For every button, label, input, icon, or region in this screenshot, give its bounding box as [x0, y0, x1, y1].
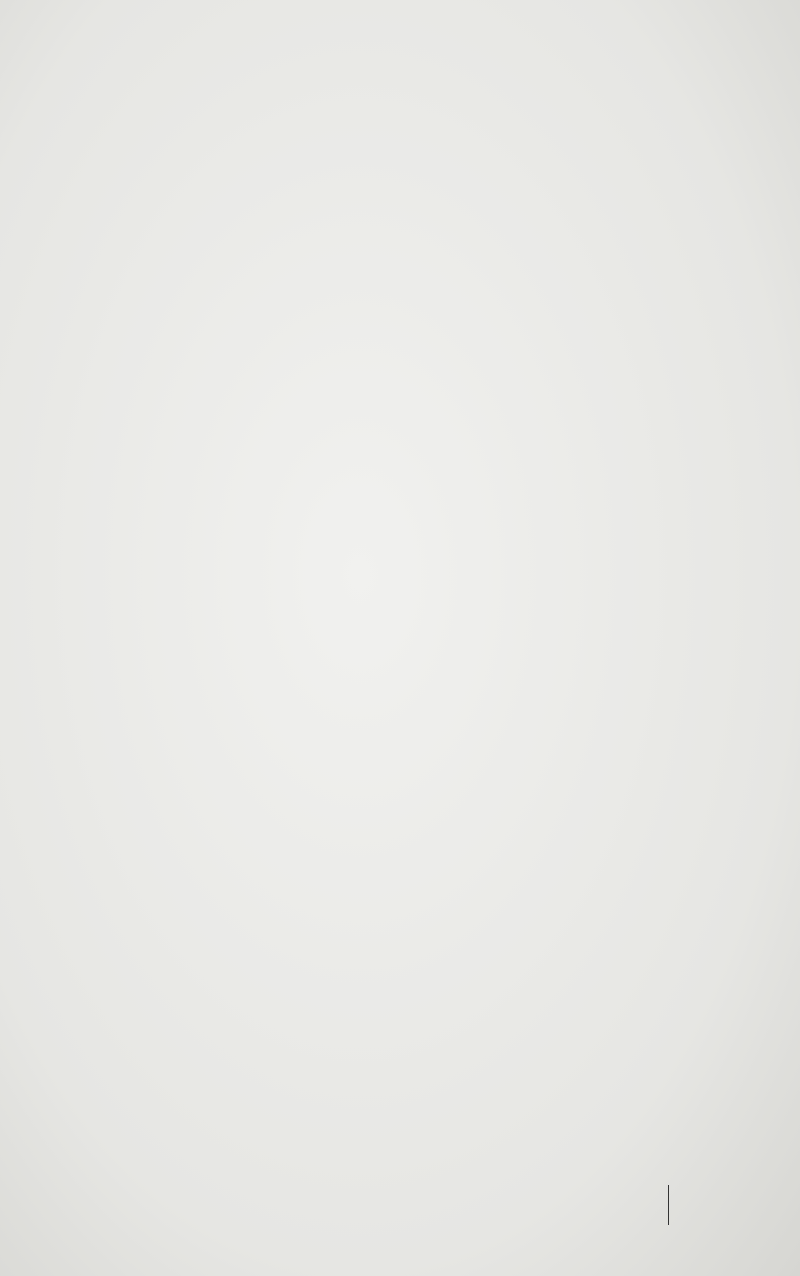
- main-text-block: [38, 68, 678, 270]
- section-heading-tarsen: [38, 172, 678, 202]
- section-plaie-paragraph: [38, 98, 678, 166]
- section-tarsen-paragraph: [38, 202, 678, 270]
- section-heading-plaie: [38, 68, 678, 98]
- bracket-mark: [662, 1185, 669, 1225]
